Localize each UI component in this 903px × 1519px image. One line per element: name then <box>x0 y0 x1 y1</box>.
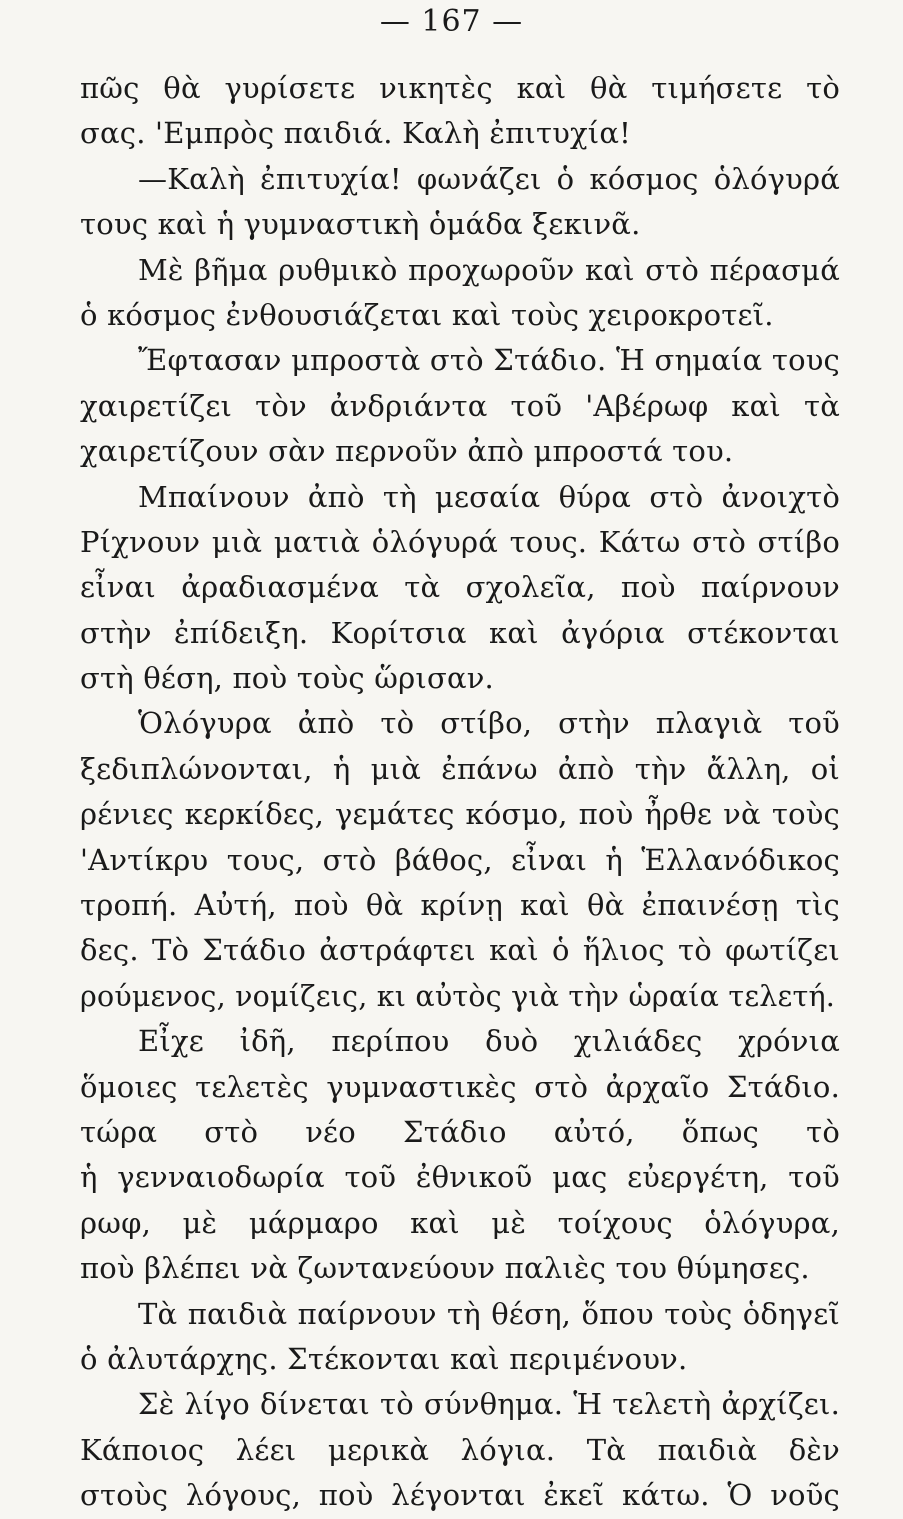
text-line: Κάποιος λέει μερικὰ λόγια. Τὰ παιδιὰ δὲν <box>80 1432 840 1467</box>
text-line: χαιρετίζουν σὰν περνοῦν ἀπὸ μπροστά του. <box>80 434 734 469</box>
text-line: ὁ ἀλυτάρχης. Στέκονται καὶ περιμένουν. <box>80 1341 688 1376</box>
text-line: ὁ κόσμος ἐνθουσιάζεται καὶ τοὺς χειροκροτεῖ. <box>80 297 774 332</box>
text-line: ὅμοιες τελετὲς γυμναστικὲς στὸ ἀρχαῖο Στάδιο. <box>80 1069 840 1104</box>
text-line: στὴ θέση, ποὺ τοὺς ὥρισαν. <box>80 661 494 696</box>
text-line: δες. Τὸ Στάδιο ἀστράφτει καὶ ὁ ἥλιος τὸ φωτίζει <box>80 933 840 968</box>
text-line: —Καλὴ ἐπιτυχία! φωνάζει ὁ κόσμος ὁλόγυρά <box>138 161 840 196</box>
body-text <box>80 66 840 1519</box>
text-line: στὴν ἐπίδειξη. Κορίτσια καὶ ἀγόρια στέκονται <box>80 615 840 650</box>
text-line: πῶς θὰ γυρίσετε νικητὲς καὶ θὰ τιμήσετε τὸ <box>80 71 840 105</box>
text-line: 'Αντίκρυ τους, στὸ βάθος, εἶναι ἡ Ἑλλανόδικος <box>80 842 840 877</box>
text-line: στοὺς λόγους, ποὺ λέγονται ἐκεῖ κάτω. Ὁ νοῦς <box>80 1478 840 1513</box>
text-line: ποὺ βλέπει νὰ ζωντανεύουν παλιὲς του θύμησες. <box>80 1251 810 1286</box>
text-line: Ρίχνουν μιὰ ματιὰ ὁλόγυρά τους. Κάτω στὸ στίβο <box>80 524 840 559</box>
text-line: Σὲ λίγο δίνεται τὸ σύνθημα. Ἡ τελετὴ ἀρχίζει. <box>138 1387 840 1422</box>
text-line: Ὁλόγυρα ἀπὸ τὸ στίβο, στὴν πλαγιὰ τοῦ <box>138 706 840 741</box>
text-line: ρένιες κερκίδες, γεμάτες κόσμο, ποὺ ἦρθε νὰ τοὺς <box>80 797 840 832</box>
text-line: ξεδιπλώνονται, ἡ μιὰ ἐπάνω ἀπὸ τὴν ἄλλη, οἱ <box>80 751 840 786</box>
text-line: χαιρετίζει τὸν ἀνδριάντα τοῦ 'Αβέρωφ καὶ τὰ <box>80 388 840 423</box>
text-line: τώρα στὸ νέο Στάδιο αὐτό, ὅπως τὸ <box>80 1114 840 1149</box>
text-line: τους καὶ ἡ γυμναστικὴ ὁμάδα ξεκινᾶ. <box>80 207 641 242</box>
text-line: Τὰ παιδιὰ παίρνουν τὴ θέση, ὅπου τοὺς ὁδηγεῖ <box>138 1296 840 1331</box>
text-line: Ἔφτασαν μπροστὰ στὸ Στάδιο. Ἡ σημαία τους <box>138 343 840 378</box>
text-line: Εἶχε ἰδῆ, περίπου δυὸ χιλιάδες χρόνια <box>138 1024 840 1059</box>
page-number: — 167 — <box>379 4 524 39</box>
text-line: Μὲ βῆμα ρυθμικὸ προχωροῦν καὶ στὸ πέρασμά <box>138 252 840 287</box>
text-line: ρούμενος, νομίζεις, κι αὐτὸς γιὰ τὴν ὡραία τελετή. <box>80 979 836 1013</box>
text-line: τροπή. Αὐτή, ποὺ θὰ κρίνῃ καὶ θὰ ἐπαινέσῃ τὶς <box>80 888 840 923</box>
text-line: ρωφ, μὲ μάρμαρο καὶ μὲ τοίχους ὁλόγυρα, <box>80 1205 840 1240</box>
text-line: ἡ γενναιοδωρία τοῦ ἐθνικοῦ μας εὐεργέτη, τοῦ <box>80 1160 840 1195</box>
text-line: σας. 'Εμπρὸς παιδιά. Καλὴ ἐπιτυχία! <box>80 116 632 151</box>
text-line: εἶναι ἀραδιασμένα τὰ σχολεῖα, ποὺ παίρνουν <box>80 570 840 605</box>
text-line: Μπαίνουν ἀπὸ τὴ μεσαία θύρα στὸ ἀνοιχτὸ <box>138 479 840 514</box>
